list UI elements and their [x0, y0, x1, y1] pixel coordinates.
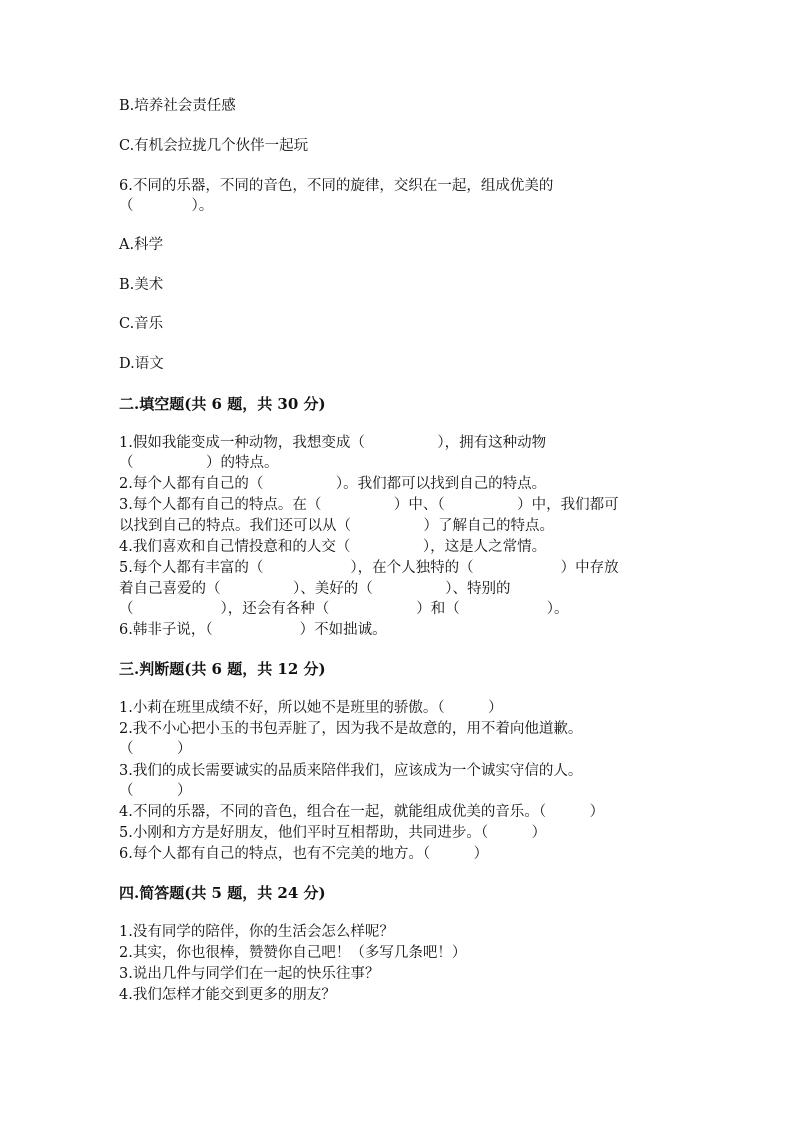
mc-q6-question-line1: 6.不同的乐器，不同的音色，不同的旋律，交织在一起，组成优美的 — [119, 178, 554, 194]
short-answer-line: 3.说出几件与同学们在一起的快乐往事？ — [119, 966, 380, 982]
fill-line: 3.每个人都有自己的特点。在（ ）中、（ ）中，我们都可 — [119, 497, 619, 513]
section4-heading: 四.简答题(共 5 题，共 24 分) — [119, 884, 326, 902]
fill-line: 2.每个人都有自己的（ ）。我们都可以找到自己的特点。 — [119, 476, 547, 492]
judge-line: 3.我们的成长需要诚实的品质来陪伴我们，应该成为一个诚实守信的人。 — [119, 763, 583, 779]
mc-q6-option-c: C.音乐 — [119, 316, 164, 332]
fill-line: 6.韩非子说，（ ）不如拙诚。 — [119, 622, 387, 638]
fill-line: （ ）的特点。 — [119, 455, 279, 471]
judge-line: （ ） — [119, 783, 192, 799]
judge-line: 6.每个人都有自己的特点，也有不完美的地方。（ ） — [119, 846, 489, 862]
judge-line: 2.我不小心把小玉的书包弄脏了，因为我不是故意的，用不着向他道歉。 — [119, 721, 583, 737]
fill-line: 1.假如我能变成一种动物，我想变成（ ），拥有这种动物 — [119, 435, 547, 451]
short-answer-line: 2.其实，你也很棒，赞赞你自己吧！（多写几条吧！） — [119, 945, 467, 961]
mc-q6-option-d: D.语文 — [119, 356, 164, 372]
fill-line: 5.每个人都有丰富的（ ），在个人独特的（ ）中存放 — [119, 560, 619, 576]
judge-line: 1.小莉在班里成绩不好，所以她不是班里的骄傲。（ ） — [119, 700, 503, 716]
fill-line: 着自己喜爱的（ ）、美好的（ ）、特别的 — [119, 581, 511, 597]
fill-line: 以找到自己的特点。我们还可以从（ ）了解自己的特点。 — [119, 518, 554, 534]
fill-line: （ ），还会有各种（ ）和（ ）。 — [119, 601, 569, 617]
mc-option-b: B.培养社会责任感 — [119, 98, 236, 114]
mc-q6-question-line2: （ ）。 — [119, 198, 214, 214]
mc-q6-option-a: A.科学 — [119, 237, 164, 253]
judge-line: 5.小刚和方方是好朋友，他们平时互相帮助，共同进步。（ ） — [119, 825, 547, 841]
judge-line: （ ） — [119, 741, 192, 757]
fill-line: 4.我们喜欢和自己情投意和的人交（ ），这是人之常情。 — [119, 539, 547, 555]
judge-line: 4.不同的乐器，不同的音色，组合在一起，就能组成优美的音乐。（ ） — [119, 804, 605, 820]
short-answer-line: 4.我们怎样才能交到更多的朋友？ — [119, 987, 336, 1003]
mc-option-c: C.有机会拉拢几个伙伴一起玩 — [119, 138, 309, 154]
section2-heading: 二.填空题(共 6 题，共 30 分) — [119, 395, 326, 413]
section3-heading: 三.判断题(共 6 题，共 12 分) — [119, 660, 326, 678]
short-answer-line: 1.没有同学的陪伴，你的生活会怎么样呢？ — [119, 924, 394, 940]
mc-q6-option-b: B.美术 — [119, 277, 164, 293]
